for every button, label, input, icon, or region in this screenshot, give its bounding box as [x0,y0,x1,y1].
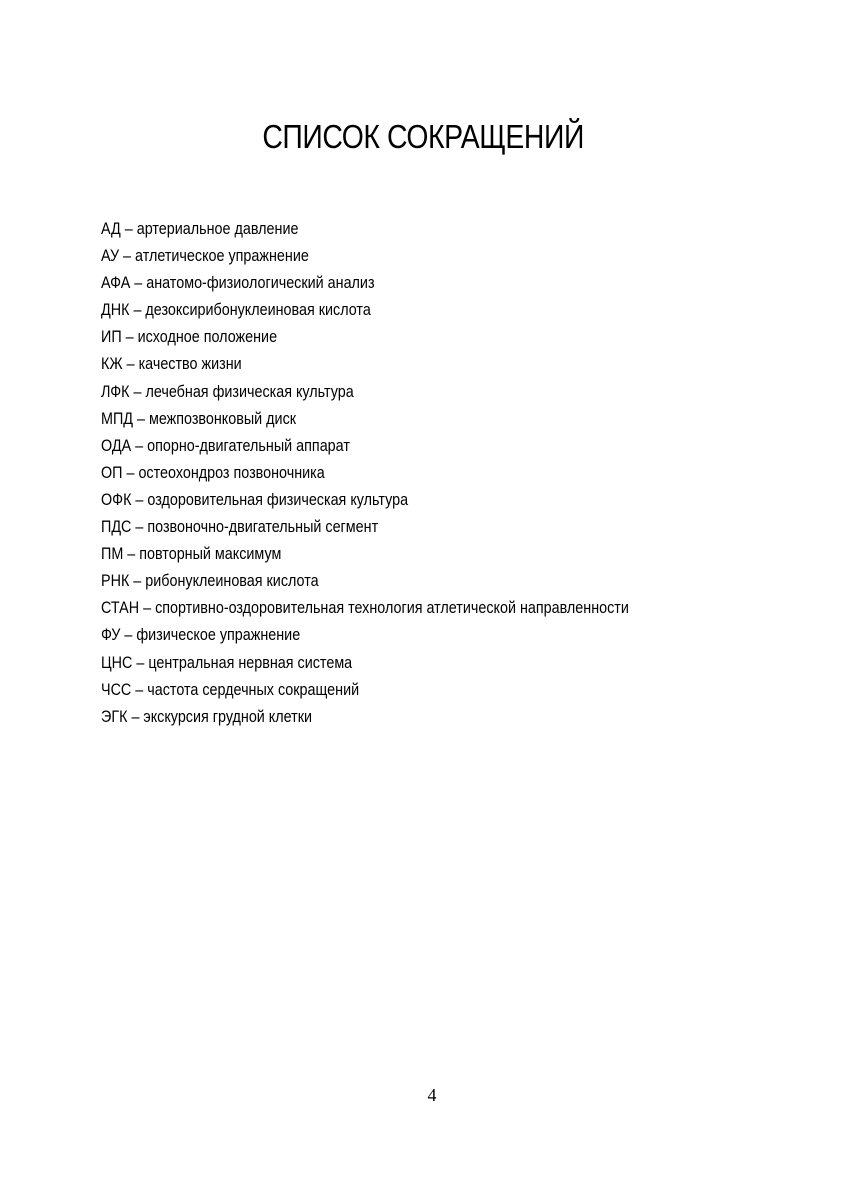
abbreviation-item: ФУ – физическое упражнение [101,626,301,645]
abbreviation-item: ПДС – позвоночно-двигательный сегмент [101,518,379,537]
abbreviation-item: ЭГК – экскурсия грудной клетки [101,707,313,726]
abbreviation-item: РНК – рибонуклеиновая кислота [101,572,319,591]
abbreviation-item: ЛФК – лечебная физическая культура [101,382,354,401]
abbreviation-item: ЧСС – частота сердечных сокращений [101,680,360,699]
abbreviation-item: СТАН – спортивно-оздоровительная технология атлетической направленности [101,599,629,618]
abbreviation-item: АФА – анатомо-физиологический анализ [101,274,375,293]
abbreviation-item: ИП – исходное положение [101,328,278,347]
abbreviation-item: АД – артериальное давление [101,220,299,238]
page-title: СПИСОК СОКРАЩЕНИЙ [262,118,584,155]
abbreviation-item: ПМ – повторный максимум [101,545,282,564]
abbreviation-item: ОП – остеохондроз позвоночника [101,463,325,482]
page-number: 4 [427,1085,437,1105]
abbreviation-list [101,216,629,731]
abbreviation-item: КЖ – качество жизни [101,355,242,374]
abbreviation-item: АУ – атлетическое упражнение [101,247,309,266]
abbreviation-item: МПД – межпозвонковый диск [101,409,297,428]
abbreviation-item: ЦНС – центральная нервная система [101,653,353,672]
abbreviation-item: ОДА – опорно-двигательный аппарат [101,436,350,455]
abbreviation-item: ОФК – оздоровительная физическая культура [101,490,409,509]
abbreviation-item: ДНК – дезоксирибонуклеиновая кислота [101,301,371,320]
